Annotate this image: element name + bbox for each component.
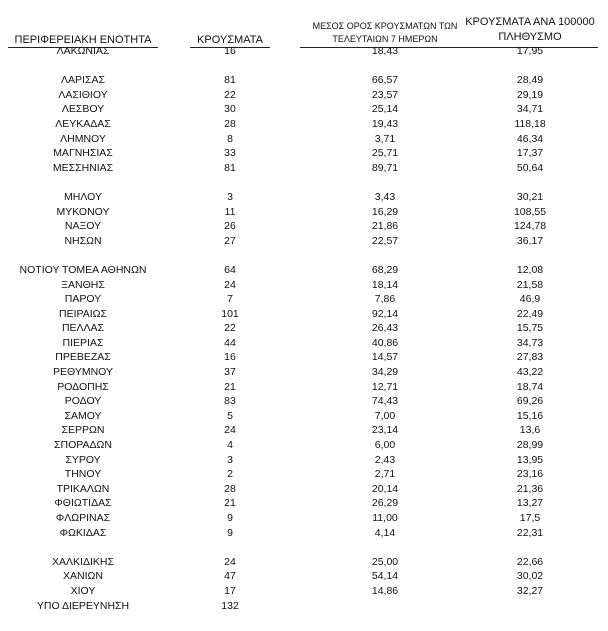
spacer-row <box>0 540 608 555</box>
region-cell: ΛΑΚΩΝΙΑΣ <box>56 45 110 57</box>
header-avg7-line2: ΤΕΛΕΥΤΑΙΩΝ 7 ΗΜΕΡΩΝ <box>332 34 438 44</box>
table-row <box>0 336 608 351</box>
cases-cell: 17 <box>224 584 236 597</box>
table-row <box>0 117 608 132</box>
per100k-cell: 108,55 <box>513 205 547 218</box>
cases-cell: 47 <box>224 570 236 583</box>
avg7-cell: 12,71 <box>371 380 399 393</box>
avg7-cell: 6,00 <box>374 439 396 452</box>
cases-table-body <box>0 44 608 613</box>
per100k-cell: 27,83 <box>516 351 544 364</box>
cases-cell: 27 <box>224 234 236 247</box>
region-cell: ΤΗΝΟΥ <box>64 468 102 481</box>
avg7-cell: 68,29 <box>371 263 399 276</box>
region-cell: ΣΥΡΟΥ <box>65 453 101 466</box>
cases-cell: 9 <box>227 526 233 539</box>
table-row <box>0 482 608 497</box>
cases-cell: 2 <box>227 468 233 481</box>
cases-cell: 44 <box>224 336 236 349</box>
per100k-cell: 30,02 <box>516 570 544 583</box>
table-row <box>0 526 608 541</box>
table-row <box>0 132 608 147</box>
region-cell: ΧΑΝΙΩΝ <box>63 570 103 583</box>
table-row <box>0 467 608 482</box>
avg7-cell: 2,43 <box>374 453 396 466</box>
table-row <box>0 205 608 220</box>
cases-cell: 21 <box>224 380 236 393</box>
table-row <box>0 73 608 88</box>
region-cell: ΛΑΣΙΘΙΟΥ <box>58 88 108 101</box>
cases-cell: 132 <box>221 599 239 612</box>
table-row <box>0 44 608 59</box>
avg7-cell: 66,57 <box>371 74 399 87</box>
per100k-cell: 34,71 <box>516 103 544 116</box>
cases-cell: 81 <box>224 74 236 87</box>
cases-cell: 16 <box>224 45 236 57</box>
spacer-row <box>0 175 608 190</box>
per100k-cell: 17,37 <box>516 147 544 160</box>
per100k-cell: 17,5 <box>519 512 541 524</box>
avg7-cell: 74,43 <box>371 395 399 408</box>
table-row <box>0 584 608 599</box>
table-row <box>0 569 608 584</box>
avg7-cell: 19,43 <box>371 117 399 130</box>
header-avg7-line1: ΜΕΣΟΣ ΟΡΟΣ ΚΡΟΥΣΜΑΤΩΝ ΤΩΝ <box>312 21 458 31</box>
cases-cell: 37 <box>224 366 236 379</box>
region-cell: ΝΟΤΙΟΥ ΤΟΜΕΑ ΑΘΗΝΩΝ <box>19 263 147 276</box>
table-row <box>0 307 608 322</box>
region-cell: ΜΕΣΣΗΝΙΑΣ <box>52 161 114 174</box>
header-per100k <box>462 15 598 45</box>
per100k-cell: 46,34 <box>516 132 544 145</box>
cases-cell: 64 <box>224 263 236 276</box>
per100k-cell: 12,08 <box>516 263 544 276</box>
region-cell: ΠΡΕΒΕΖΑΣ <box>55 351 111 364</box>
cases-cell: 101 <box>221 307 239 320</box>
avg7-cell: 22,57 <box>371 234 399 247</box>
cases-cell: 26 <box>224 220 236 233</box>
region-cell: ΜΗΛΟΥ <box>64 190 102 203</box>
avg7-cell: 2,71 <box>374 468 396 481</box>
table-row <box>0 599 608 614</box>
cases-cell: 81 <box>224 161 236 174</box>
cases-cell: 28 <box>224 482 236 495</box>
header-cases: ΚΡΟΥΣΜΑΤΑ <box>197 34 263 46</box>
table-row <box>0 234 608 249</box>
per100k-cell: 28,99 <box>516 439 544 452</box>
table-row <box>0 321 608 336</box>
avg7-cell: 34,29 <box>371 366 399 379</box>
region-cell: ΣΠΟΡΑΔΩΝ <box>54 439 112 452</box>
table-row <box>0 263 608 278</box>
cases-cell: 7 <box>227 293 233 306</box>
cases-cell: 24 <box>224 278 236 291</box>
region-cell: ΛΑΡΙΣΑΣ <box>61 74 105 87</box>
avg7-cell: 20,14 <box>371 482 399 495</box>
header-avg7 <box>300 20 470 46</box>
region-cell: ΦΘΙΩΤΙΔΑΣ <box>54 497 112 510</box>
avg7-cell: 26,29 <box>371 497 399 510</box>
table-row <box>0 102 608 117</box>
region-cell: ΜΥΚΟΝΟΥ <box>56 205 110 218</box>
avg7-cell: 89,71 <box>371 161 399 174</box>
region-cell: ΡΟΔΟΥ <box>64 395 102 408</box>
cases-cell: 4 <box>227 439 233 452</box>
region-cell: ΜΑΓΝΗΣΙΑΣ <box>53 147 113 160</box>
region-cell: ΠΕΛΛΑΣ <box>61 322 105 335</box>
per100k-cell: 13,6 <box>519 424 541 437</box>
avg7-cell: 3,71 <box>374 132 396 145</box>
per100k-cell: 34,73 <box>516 336 544 349</box>
per100k-cell: 13,27 <box>516 497 544 510</box>
avg7-cell: 4,14 <box>374 526 396 539</box>
spacer-row <box>0 59 608 74</box>
avg7-cell: 14,86 <box>371 584 399 597</box>
avg7-cell: 23,57 <box>371 88 399 101</box>
table-row <box>0 88 608 103</box>
avg7-cell: 23,14 <box>371 424 399 437</box>
region-cell: ΡΟΔΟΠΗΣ <box>57 380 109 393</box>
region-cell: ΧΙΟΥ <box>70 584 96 597</box>
table-row <box>0 365 608 380</box>
cases-cell: 5 <box>227 409 233 422</box>
region-cell: ΡΕΘΥΜΝΟΥ <box>52 366 113 379</box>
cases-cell: 24 <box>224 555 236 568</box>
region-cell: ΠΕΙΡΑΙΩΣ <box>59 307 107 320</box>
region-cell: ΦΩΚΙΔΑΣ <box>59 526 107 539</box>
table-row <box>0 438 608 453</box>
table-row <box>0 380 608 395</box>
region-cell: ΠΑΡΟΥ <box>64 293 102 306</box>
per100k-cell: 124,78 <box>513 220 547 233</box>
region-cell: ΤΡΙΚΑΛΩΝ <box>56 482 110 495</box>
cases-cell: 24 <box>224 424 236 437</box>
cases-cell: 21 <box>224 497 236 510</box>
per100k-cell: 15,75 <box>516 322 544 335</box>
per100k-cell: 21,58 <box>516 278 544 291</box>
cases-cell: 28 <box>224 117 236 130</box>
avg7-cell: 25,14 <box>371 103 399 116</box>
table-row <box>0 350 608 365</box>
per100k-cell: 18,74 <box>516 380 544 393</box>
cases-cell: 22 <box>224 88 236 101</box>
header-region: ΠΕΡΙΦΕΡΕΙΑΚΗ ΕΝΟΤΗΤΑ <box>14 34 152 46</box>
per100k-cell: 118,18 <box>514 117 546 130</box>
per100k-cell: 23,16 <box>516 468 544 481</box>
cases-cell: 9 <box>227 512 233 524</box>
per100k-cell: 29,19 <box>516 88 544 101</box>
spacer-row <box>0 248 608 263</box>
region-cell: ΧΑΛΚΙΔΙΚΗΣ <box>52 555 114 568</box>
per100k-cell: 22,66 <box>516 555 544 568</box>
region-cell: ΛΕΥΚΑΔΑΣ <box>55 117 111 130</box>
table-row <box>0 278 608 293</box>
avg7-cell: 3,43 <box>374 190 396 203</box>
per100k-cell: 43,22 <box>516 366 544 379</box>
region-cell: ΛΗΜΝΟΥ <box>60 132 106 145</box>
per100k-cell: 17,95 <box>516 45 544 57</box>
region-cell: ΣΕΡΡΩΝ <box>61 424 105 437</box>
per100k-cell: 15,16 <box>516 409 544 422</box>
per100k-cell: 13,95 <box>516 453 544 466</box>
avg7-cell: 21,86 <box>371 220 399 233</box>
region-cell: ΛΕΣΒΟΥ <box>61 103 105 116</box>
per100k-cell: 36,17 <box>516 234 544 247</box>
table-row <box>0 292 608 307</box>
per100k-cell: 22,31 <box>516 526 544 539</box>
cases-cell: 3 <box>227 190 233 203</box>
cases-cell: 8 <box>227 132 233 145</box>
avg7-cell: 7,00 <box>374 409 396 422</box>
per100k-cell: 69,26 <box>516 395 544 408</box>
table-row <box>0 394 608 409</box>
cases-cell: 3 <box>227 453 233 466</box>
cases-cell: 22 <box>224 322 236 335</box>
avg7-cell: 18,14 <box>371 278 399 291</box>
avg7-cell: 11,00 <box>372 512 398 524</box>
per100k-cell: 30,21 <box>516 190 544 203</box>
cases-cell: 30 <box>224 103 236 116</box>
header-per100k-line1: ΚΡΟΥΣΜΑΤΑ ΑΝΑ 100000 <box>465 16 595 28</box>
avg7-cell: 92,14 <box>371 307 399 320</box>
table-row <box>0 511 608 526</box>
avg7-cell: 54,14 <box>371 570 399 583</box>
per100k-cell: 46,9 <box>519 293 541 306</box>
cases-cell: 33 <box>224 147 236 160</box>
avg7-cell: 14,57 <box>371 351 399 364</box>
table-row <box>0 161 608 176</box>
avg7-cell: 16,29 <box>371 205 399 218</box>
table-row <box>0 496 608 511</box>
table-row <box>0 555 608 570</box>
region-cell: ΦΛΩΡΙΝΑΣ <box>55 512 111 524</box>
avg7-cell: 40,86 <box>371 336 399 349</box>
per100k-cell: 32,27 <box>516 584 544 597</box>
table-row <box>0 409 608 424</box>
per100k-cell: 22,49 <box>516 307 544 320</box>
avg7-cell: 18,43 <box>371 45 399 57</box>
table-row <box>0 423 608 438</box>
avg7-cell: 26,43 <box>371 322 399 335</box>
header-per100k-line2: ΠΛΗΘΥΣΜΟ <box>498 31 562 43</box>
cases-cell: 11 <box>224 205 236 218</box>
avg7-cell: 25,71 <box>371 147 399 160</box>
region-cell: ΝΑΞΟΥ <box>64 220 102 233</box>
cases-cell: 83 <box>224 395 236 408</box>
region-cell: ΥΠΟ ΔΙΕΡΕΥΝΗΣΗ <box>36 599 130 612</box>
per100k-cell: 21,36 <box>516 482 544 495</box>
table-row <box>0 146 608 161</box>
region-cell: ΝΗΣΩΝ <box>64 234 102 247</box>
table-row <box>0 219 608 234</box>
table-row <box>0 190 608 205</box>
per100k-cell: 50,64 <box>516 161 544 174</box>
avg7-cell: 7,86 <box>374 293 396 306</box>
region-cell: ΞΑΝΘΗΣ <box>61 278 105 291</box>
region-cell: ΣΑΜΟΥ <box>64 409 102 422</box>
cases-cell: 16 <box>224 351 236 364</box>
table-row <box>0 453 608 468</box>
avg7-cell: 25,00 <box>371 555 399 568</box>
per100k-cell: 28,49 <box>516 74 544 87</box>
region-cell: ΠΙΕΡΙΑΣ <box>62 336 104 349</box>
